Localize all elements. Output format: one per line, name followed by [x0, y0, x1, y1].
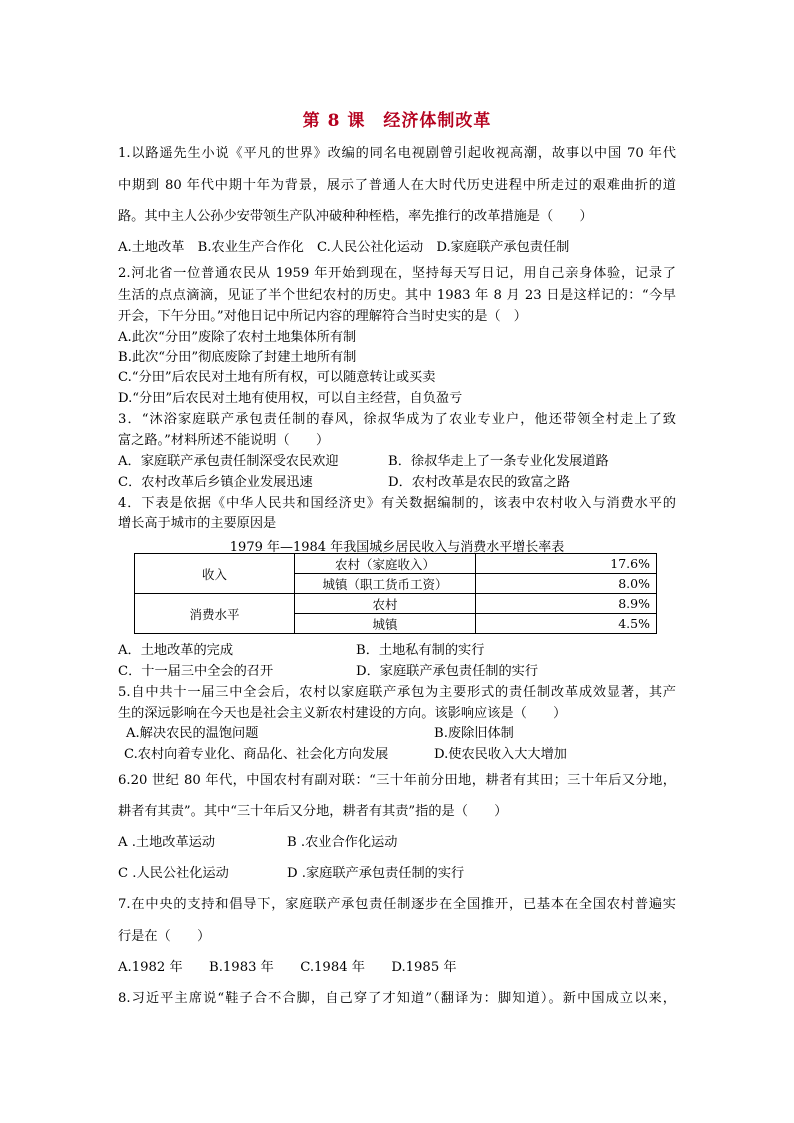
q1-line-3: 路。其中主人公孙少安带领生产队冲破种种桎梏，率先推行的改革措施是（ ）	[118, 209, 593, 224]
q6-option-a: A .土地改革运动	[118, 835, 216, 850]
q7-options: A.1982 年 B.1983 年 C.1984 年 D.1985 年	[118, 960, 457, 975]
q8-line-1: 8.习近平主席说“鞋子合不合脚，自己穿了才知道”（翻译为：脚知道）。新中国成立以来，	[118, 991, 676, 1006]
q3-option-d: D．农村改革是农民的致富之路	[388, 475, 571, 490]
q3-option-b: B．徐叔华走上了一条专业化发展道路	[388, 454, 609, 469]
q2-option-d: D.“分田”后农民对土地有使用权，可以自主经营，自负盈亏	[118, 391, 463, 406]
q2-option-a: A.此次“分田”废除了农村土地集体所有制	[118, 330, 357, 345]
q5-option-b: B.废除旧体制	[434, 726, 514, 741]
q4-option-b: B．土地私有制的实行	[356, 643, 485, 658]
table-cell: 农村（家庭收入）	[295, 554, 476, 574]
q5-option-c: C.农村向着专业化、商品化、社会化方向发展	[124, 747, 389, 762]
q5-option-a: A.解决农民的温饱问题	[126, 726, 259, 741]
q6-option-b: B .农业合作化运动	[287, 835, 398, 850]
q2-line-3: 开会，下午分田。”对他日记中所记内容的理解符合当时史实的是（ ）	[118, 309, 527, 324]
table-cell: 城镇	[295, 614, 476, 634]
consumption-header-cell: 消费水平	[135, 594, 295, 634]
q2-option-b: B.此次“分田”彻底废除了封建土地所有制	[118, 350, 357, 365]
q1-line-1: 1.以路遥先生小说《平凡的世界》改编的同名电视剧曾引起收视高潮，故事以中国 70 年代	[118, 146, 676, 161]
q3-option-c: C．农村改革后乡镇企业发展迅速	[118, 475, 313, 490]
table-cell: 城镇（职工货币工资）	[295, 574, 476, 594]
q1-line-2: 中期到 80 年代中期十年为背景，展示了普通人在大时代历史进程中所走过的艰难曲折的道	[118, 178, 676, 193]
q3-line-2: 富之路。”材料所述不能说明（ ）	[118, 433, 330, 448]
q4-option-a: A．土地改革的完成	[118, 643, 234, 658]
q3-option-a: A．家庭联产承包责任制深受农民欢迎	[118, 454, 339, 469]
table-cell: 8.9%	[476, 594, 657, 614]
table-row	[135, 554, 657, 574]
q7-line-1: 7.在中央的支持和倡导下，家庭联产承包责任制逐步在全国推开，已基本在全国农村普遍实	[118, 897, 676, 912]
q6-line-2: 耕者有其责”。其中“三十年后又分地，耕者有其责”指的是（ ）	[118, 804, 508, 819]
q6-option-d: D .家庭联产承包责任制的实行	[287, 866, 465, 881]
table-cell: 4.5%	[476, 614, 657, 634]
table-cell: 8.0%	[476, 574, 657, 594]
q6-line-1: 6.20 世纪 80 年代，中国农村有副对联：“三十年前分田地，耕者有其田；三十年后又分地，	[118, 773, 676, 788]
q2-line-1: 2.河北省一位普通农民从 1959 年开始到现在，坚持每天写日记，用自己亲身体验，记录了	[118, 266, 676, 281]
table-caption: 1979 年—1984 年我国城乡居民收入与消费水平增长率表	[229, 540, 565, 555]
q6-option-c: C .人民公社化运动	[118, 866, 229, 881]
q4-option-d: D．家庭联产承包责任制的实行	[356, 664, 539, 679]
q5-line-2: 生的深远影响在今天也是社会主义新农村建设的方向。该影响应该是（ ）	[118, 706, 567, 721]
q5-line-1: 5.自中共十一届三中全会后，农村以家庭联产承包为主要形式的责任制改革成效显著，其产	[118, 685, 676, 700]
q4-option-c: C．十一届三中全会的召开	[118, 664, 274, 679]
q5-option-d: D.使农民收入大大增加	[434, 747, 567, 762]
q1-options: A.土地改革 B.农业生产合作化 C.人民公社化运动 D.家庭联产承包责任制	[118, 240, 570, 255]
q3-line-1: 3．“沐浴家庭联产承包责任制的春风，徐叔华成为了农业专业户，他还带领全村走上了致	[118, 412, 676, 427]
lesson-title: 第 8 课 经济体制改革	[302, 111, 492, 131]
q2-option-c: C.“分田”后农民对土地有所有权，可以随意转让或买卖	[118, 370, 436, 385]
q7-line-2: 行是在（ ）	[118, 929, 211, 944]
growth-rate-table	[134, 553, 657, 634]
income-header-cell: 收入	[135, 554, 295, 594]
table-row	[135, 594, 657, 614]
table-cell: 17.6%	[476, 554, 657, 574]
q4-line-2: 增长高于城市的主要原因是	[118, 516, 277, 531]
q2-line-2: 生活的点点滴滴，见证了半个世纪农村的历史。其中 1983 年 8 月 23 日是这样记的：“今早	[118, 288, 676, 303]
q4-line-1: 4．下表是依据《中华人民共和国经济史》有关数据编制的，该表中农村收入与消费水平的	[118, 496, 676, 511]
table-cell: 农村	[295, 594, 476, 614]
